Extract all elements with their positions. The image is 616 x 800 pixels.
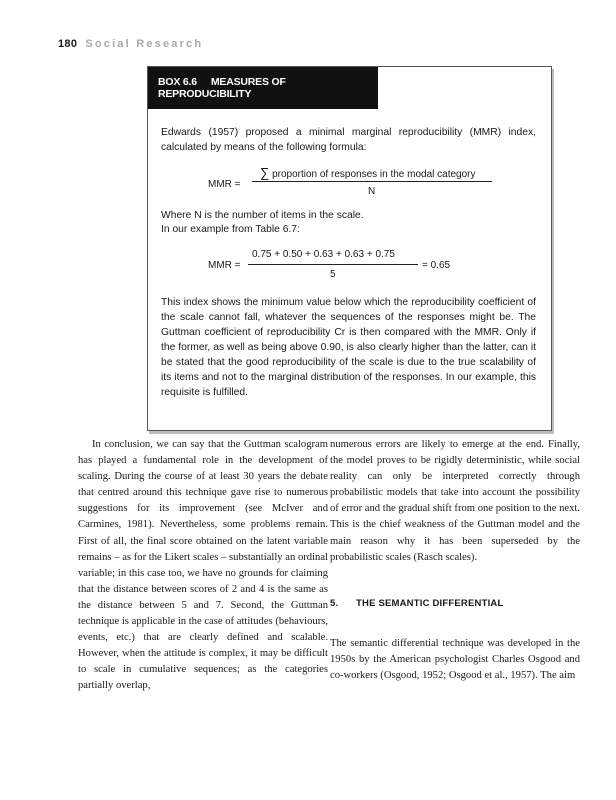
example-line: In our example from Table 6.7: (161, 224, 300, 235)
box-intro: Edwards (1957) proposed a minimal marginal reproducibility (MMR) index, calculated by means of the following formula: (161, 127, 536, 153)
formula1-numerator (260, 165, 476, 180)
formula1-lhs: MMR = (208, 179, 241, 190)
formula2-lhs: MMR = (208, 260, 241, 271)
box-measures-of-reproducibility (147, 66, 552, 431)
formula2-result: = 0.65 (422, 260, 451, 271)
formula1-denominator: N (368, 186, 376, 197)
section-heading (330, 596, 580, 612)
formula2-numerator: 0.75 + 0.50 + 0.63 + 0.63 + 0.75 (252, 249, 395, 260)
page-number: 180 (58, 38, 78, 50)
section-number: 5. (330, 597, 339, 609)
left-paragraph: In conclusion, we can say that the Guttman scalogram has played a fundamental role in the development of scaling. During the course of at least 30 years the debate that centred around this technique gave rise to numerous suggestions for its improvement (see McIver and Carmines, 1981). Nevertheless, some problems remain. First of all, the final score obtained on the latent variable remains – as for the Likert scales – substantially an ordinal variable; in this case too, we have no grounds for claiming that the distance between scores of 2 and 4 is the same as the distance between 5 and 7. Second, the Guttman technique is applicable in the case of attitudes (behaviours, events, etc.) that are clearly defined and scalable. However, when the attitude is complex, it may be difficult to scale in cumulative sequences; as the categories partially overlap, (78, 439, 328, 692)
section-paragraph: The semantic differential technique was developed in the 1950s by the American psychologist Charles Osgood and co-workers (Osgood, 1952; Osgood et al., 1957). The aim (330, 637, 580, 682)
page-header (58, 38, 203, 50)
formula1-fraction-bar (252, 181, 492, 182)
right-paragraph: numerous errors are likely to emerge at the end. Finally, the model proves to be rigidly deterministic, while social reality can only be interpreted correctly through probabilistic models that take into account the possibility of error and the gradual shift from one position to the next. This is the chief weakness of the Guttman model and the main reason why it has been superseded by the probabilistic scales (Rasch scales). (330, 439, 580, 563)
section-title: THE SEMANTIC DIFFERENTIAL (356, 597, 504, 609)
right-column (330, 437, 580, 684)
box-title: MEASURES OF REPRODUCIBILITY (158, 76, 286, 100)
box-closing-text: This index shows the minimum value below which the reproducibility coefficient of the scale cannot fall, whatever the sequences of the responses might be. The Guttman coefficient of reproducibility Cr is then compared with the MMR. Only if the former, as well as being above 0.90, is also clearly higher than the latter, can it be stated that the good reproducibility of the scale is due to the true scalability of its items and not to the marginal distribution of the responses. In our example, this requisite is fulfilled. (161, 297, 536, 398)
formula1-numerator-text: proportion of responses in the modal category (272, 169, 476, 180)
formula2-fraction-bar (248, 264, 418, 265)
running-title: Social Research (85, 38, 204, 50)
left-column (78, 437, 328, 695)
formula2-denominator: 5 (330, 269, 336, 280)
box-number: BOX 6.6 (158, 76, 197, 88)
box-title-tab (148, 67, 378, 109)
where-line: Where N is the number of items in the scale. (161, 210, 364, 221)
sigma-symbol: ∑ (260, 165, 270, 180)
